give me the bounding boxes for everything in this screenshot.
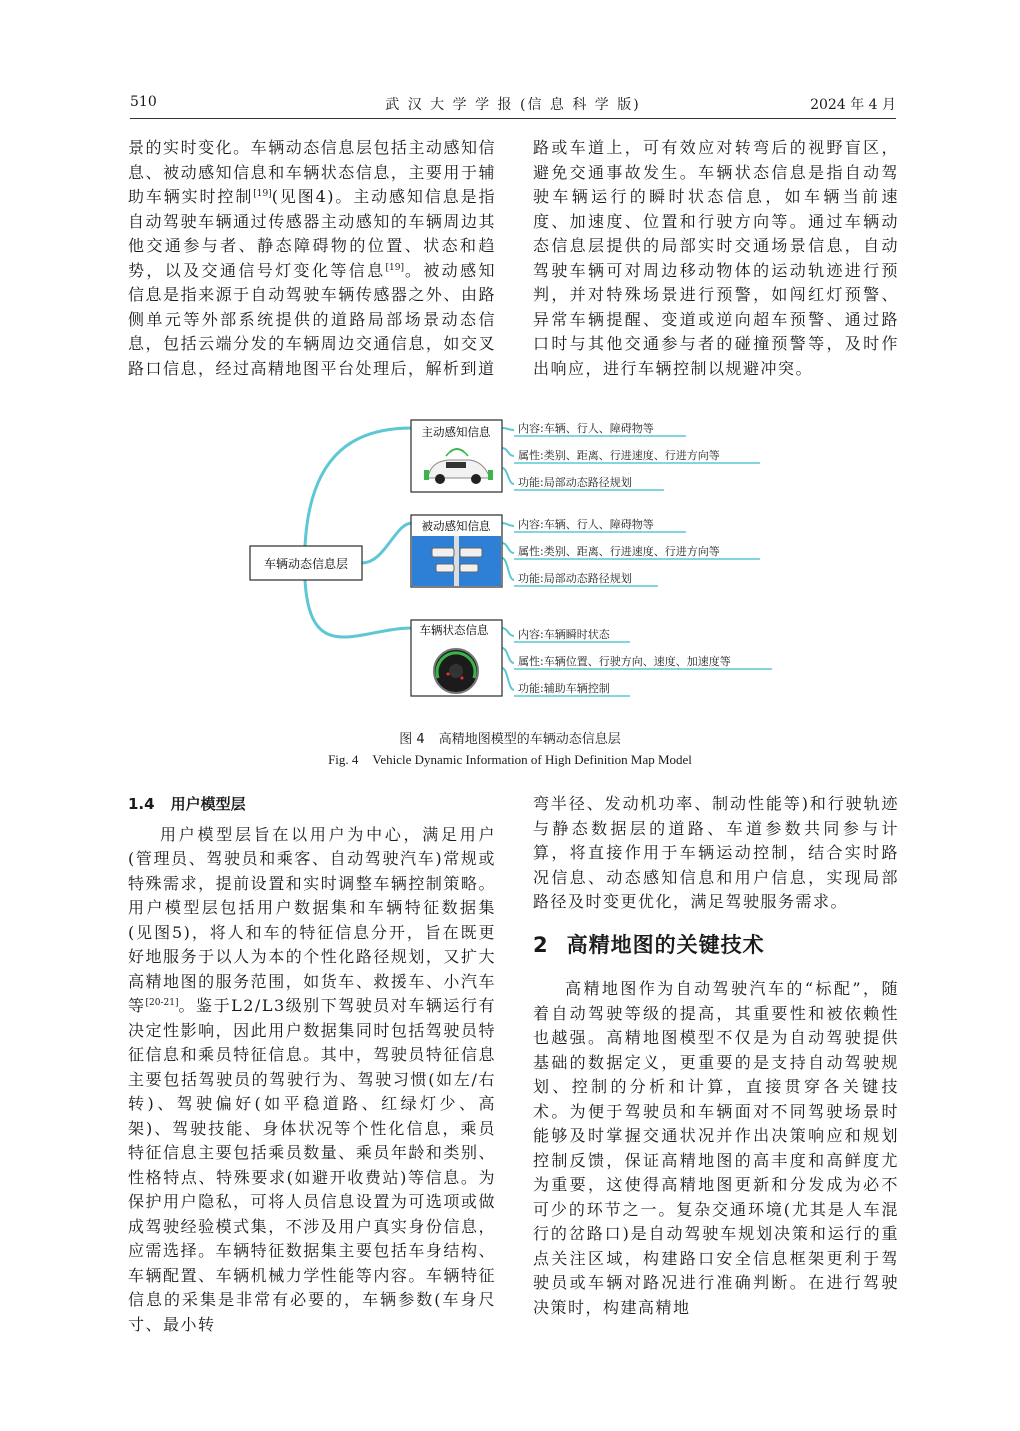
citation: [20-21]: [145, 998, 179, 1008]
paragraph: 高精地图作为自动驾驶汽车的“标配”，随着自动驾驶等级的提高，其重要性和被依赖性也越强。高精地图模型不仅是为自动驾驶提供基础的数据定义，更重要的是支持自动驾驶规划、控制的分析和计算，直接贯穿各关键技术。为便于驾驶员和车辆面对不同驾驶场景时能够及时掌握交通状况并作出决策响应和规划控制反馈，保证高精地图的高丰度和高鲜度尤为重要，这使得高精地图更新和分发成为必不可少的环节之一。复杂交通环境(尤其是人车混行的岔路口)是自动驾驶车规划决策和运行的重点关注区域，构建路口安全信息框架更利于驾驶员或车辆对路况进行准确判断。在进行驾驶决策时，构建高精地: [533, 979, 899, 1317]
mindmap-diagram: [0, 408, 1020, 708]
branch-items: [518, 421, 731, 695]
branch-label: 车辆状态信息: [419, 623, 489, 637]
branch-item: 属性:类别、距离、行进速度、行进方向等: [518, 545, 720, 558]
root-label: 车辆动态信息层: [263, 557, 349, 571]
branch-item: 功能:局部动态路径规划: [518, 572, 632, 585]
branch-item: 内容:车辆、行人、障碍物等: [518, 518, 654, 531]
branch-connectors: [502, 428, 514, 690]
section-heading: 2 高精地图的关键技术: [533, 932, 765, 957]
connector-line: [362, 523, 412, 563]
citation: [19]: [385, 262, 404, 273]
citation: [19]: [253, 189, 272, 199]
connector-line: [305, 428, 412, 546]
branch-vehicle-state: [411, 620, 502, 696]
speedometer-icon: [434, 649, 478, 693]
paragraph: 用户模型层旨在以用户为中心，满足用户(管理员、驾驶员和乘客、自动驾驶汽车)常规或特殊需求，提前设置和实时调整车辆控制策略。用户模型层包括用户数据集和车辆特征数据集(见图5)，将人和车的特征信息分开，旨在既更好地服务于以人为本的个性化路径规划，又扩大高精地图的服务范围，如货车、救援车、小汽车等[20-21]。鉴于L2/L3级别下驾驶员对车辆运行有决定性影响，因此用户数据集同时包括驾驶员特征信息和乘员特征信息。其中，驾驶员特征信息主要包括驾驶员的驾驶行为、驾驶习惯(如左/右转)、驾驶偏好(如平稳道路、红绿灯少、高架)、驾驶技能、身体状况等个性化信息，乘员特征信息主要包括乘员数量、乘员年龄和类别、性格特点、特殊要求(如避开收费站)等信息。为保护用户隐私，可将人员信息设置为可选项或做成驾驶经验模式集，不涉及用户真实身份信息，应需选择。车辆特征数据集主要包括车身结构、车辆配置、车辆机械力学性能等内容。车辆特征信息的采集是非常有必要的，车辆参数(车身尺寸、最小转: [128, 824, 496, 1334]
branch-item: 属性:类别、距离、行进速度、行进方向等: [518, 449, 720, 462]
branch-item: 内容:车辆、行人、障碍物等: [518, 422, 654, 435]
connectors: [305, 428, 412, 637]
journal-title: 武 汉 大 学 学 报 (信 息 科 学 版): [385, 97, 641, 113]
paragraph: 路或车道上，可有效应对转弯后的视野盲区，避免交通事故发生。车辆状态信息是指自动驾驶车辆运行的瞬时状态信息，如车辆当前速度、加速度、位置和行驶方向等。通过车辆动态信息层提供的局部实时交通场景信息，自动驾驶车辆可对周边移动物体的运动轨迹进行预判，并对特殊场景进行预警，如闯红灯预警、异常车辆提醒、变道或逆向超车预警、通过路口时与其他交通参与者的碰撞预警等，及时作出响应，进行车辆控制以规避冲突。: [533, 138, 899, 378]
branch-item: 属性:车辆位置、行驶方向、速度、加速度等: [518, 655, 731, 668]
branch-item: 功能:局部动态路径规划: [518, 476, 632, 489]
paragraph: 景的实时变化。车辆动态信息层包括主动感知信息、被动感知信息和车辆状态信息，主要用于辅助车辆实时控制[19](见图4)。主动感知信息是指自动驾驶车辆通过传感器主动感知的车辆周边其他交通参与者、静态障碍物的位置、状态和趋势，以及交通信号灯变化等信息[19]。被动感知信息是指来源于自动驾驶车辆传感器之外、由路侧单元等外部系统提供的道路局部场景动态信息，包括云端分发的车辆周边交通信息，如交叉路口信息，经过高精地图平台处理后，解析到道: [128, 138, 496, 378]
figure-4: [0, 408, 1020, 708]
issue-date: 2024 年 4 月: [810, 97, 896, 113]
section-heading: 1.4 用户模型层: [128, 795, 246, 813]
connector-line: [305, 580, 412, 637]
right-column-bottom: [533, 792, 899, 1320]
branch-label: 主动感知信息: [421, 425, 491, 439]
camera-pole-icon: [412, 536, 501, 586]
paragraph: 弯半径、发动机功率、制动性能等)和行驶轨迹与静态数据层的道路、车道参数共同参与计算，将直接作用于车辆运动控制，结合实时路况信息、动态感知信息和用户信息，实现局部路径及时变更优化，满足驾驶服务需求。: [533, 794, 899, 911]
branch-active-sensing: [411, 420, 502, 492]
figure-caption-cn: 图 4 高精地图模型的车辆动态信息层: [399, 732, 621, 747]
right-column-top: [533, 136, 899, 381]
left-column-bottom: [128, 792, 496, 1337]
branch-label: 被动感知信息: [421, 519, 491, 533]
branch-item: 功能:辅助车辆控制: [518, 682, 610, 695]
running-header: [130, 94, 896, 119]
branch-passive-sensing: [411, 515, 502, 587]
page-number: 510: [130, 94, 157, 110]
branch-item: 内容:车辆瞬时状态: [518, 628, 610, 641]
left-column-top: [128, 136, 496, 381]
figure-caption-en: Fig. 4 Vehicle Dynamic Information of High Definition Map Model: [328, 752, 692, 767]
